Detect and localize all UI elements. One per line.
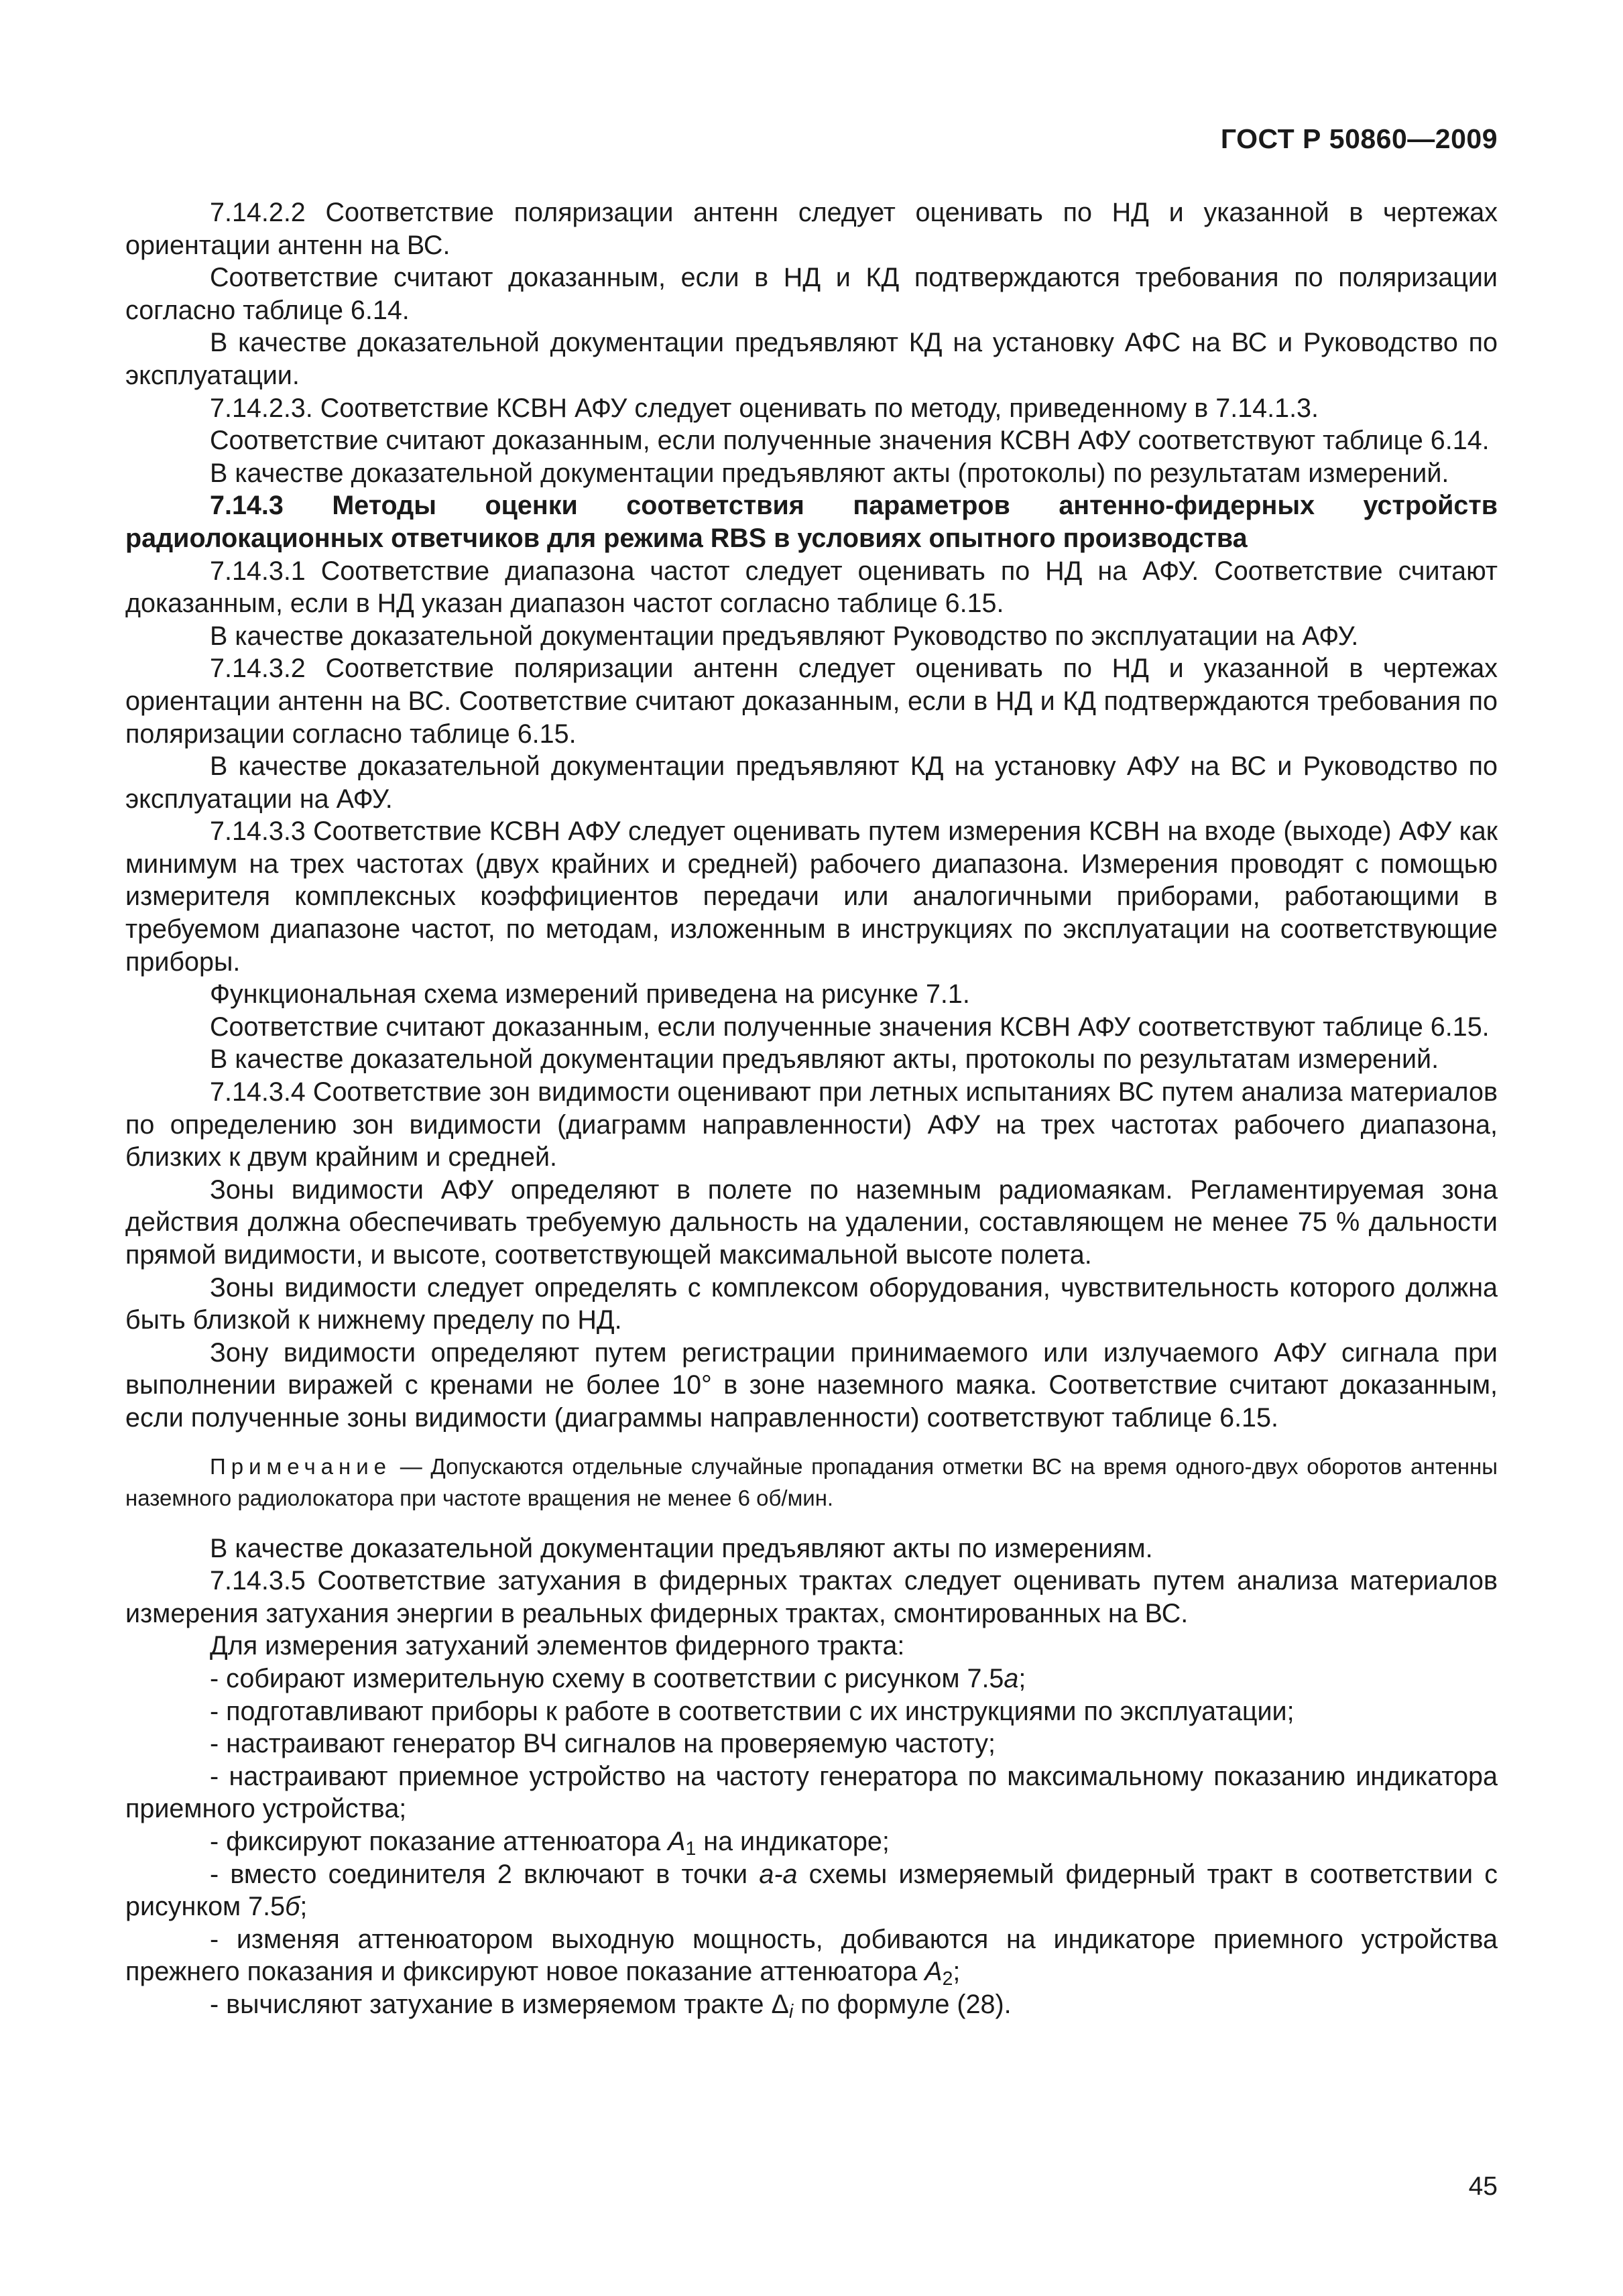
procedure-step: - настраивают генератор ВЧ сигналов на проверяемую частоту;	[210, 1729, 996, 1759]
section-heading: 7.14.3 Методы оценки соответствия параметров антенно-фидерных устройств радиолокационных ответчиков для режима RBS в условиях опытного производства	[125, 491, 1498, 553]
paragraph: Соответствие считают доказанным, если полученные значения КСВН АФУ соответствуют таблице 6.14.	[210, 426, 1490, 456]
note	[125, 1451, 1498, 1514]
procedure-step: - изменяя аттенюатором выходную мощность, добиваются на индикаторе приемного устройства прежнего показания и фиксируют новое показание аттенюатора $A_2$;	[125, 1924, 1498, 1990]
paragraph: Зоны видимости АФУ определяют в полете по наземным радиомаякам. Регламентируемая зона действия должна обеспечивать требуемую дальность на удалении, составляющем не менее 75 % дальности прямой видимости, и высоте, соответствующей максимальной высоте полета.	[125, 1174, 1498, 1270]
procedure-step: - настраивают приемное устройство на частоту генератора по максимальному показанию индикатора приемного устройства;	[125, 1761, 1498, 1824]
document-body	[125, 196, 1498, 2020]
page-number: 45	[1468, 2172, 1498, 2201]
paragraph: В качестве доказательной документации предъявляют акты (протоколы) по результатам измерений.	[210, 458, 1449, 488]
procedure-step: - вычисляют затухание в измеряемом тракте $\Delta_i$ по формуле (28).	[210, 1989, 1012, 2022]
paragraph: Зоны видимости следует определять с комплексом оборудования, чувствительность которого должна быть близкой к нижнему пределу по НД.	[125, 1272, 1498, 1335]
paragraph: 7.14.3.3 Соответствие КСВН АФУ следует оценивать путем измерения КСВН на входе (выходе) АФУ как минимум на трех частотах (двух крайних и средней) рабочего диапазона. Измерения проводят с помощью измерителя комплексных коэффициентов передачи или аналогичными приборами, работающими в требуемом диапазоне частот, по методам, изложенным в инструкциях по эксплуатации на соответствующие приборы.	[125, 817, 1498, 977]
paragraph: Зону видимости определяют путем регистрации принимаемого или излучаемого АФУ сигнала при выполнении виражей с кренами не более 10° в зоне наземного маяка. Соответствие считают доказанным, если полученные зоны видимости (диаграммы направленности) соответствуют таблице 6.15.	[125, 1337, 1498, 1433]
paragraph: В качестве доказательной документации предъявляют КД на установку АФС на ВС и Руководство по эксплуатации.	[125, 328, 1498, 390]
paragraph: В качестве доказательной документации предъявляют КД на установку АФУ на ВС и Руководство по эксплуатации на АФУ.	[125, 751, 1498, 814]
procedure-step: - подготавливают приборы к работе в соответствии с их инструкциями по эксплуатации;	[210, 1696, 1295, 1726]
paragraph: Соответствие считают доказанным, если полученные значения КСВН АФУ соответствуют таблице 6.15.	[210, 1012, 1490, 1042]
paragraph: Функциональная схема измерений приведена на рисунке 7.1.	[210, 979, 970, 1010]
procedure-step: - вместо соединителя 2 включают в точки а-а схемы измеряемый фидерный тракт в соответствии с рисунком 7.5б;	[125, 1859, 1498, 1922]
note-text: — Допускаются отдельные случайные пропадания отметки ВС на время одного-двух оборотов антенны наземного радиолокатора при частоте вращения не менее 6 об/мин.	[125, 1453, 1498, 1510]
paragraph: 7.14.3.2 Соответствие поляризации антенн следует оценивать по НД и указанной в чертежах ориентации антенн на ВС. Соответствие считают доказанным, если в НД и КД подтверждаются требования по поляризации согласно таблице 6.15.	[125, 654, 1498, 749]
note-label: Примечание	[210, 1453, 392, 1479]
variable-delta: Δ	[771, 1989, 789, 2019]
paragraph: В качестве доказательной документации предъявляют Руководство по эксплуатации на АФУ.	[210, 621, 1359, 651]
document-header-standard-id: ГОСТ Р 50860—2009	[1220, 123, 1498, 154]
paragraph: 7.14.3.4 Соответствие зон видимости оценивают при летных испытаниях ВС путем анализа материалов по определению зон видимости (диаграмм направленности) АФУ на трех частотах рабочего диапазона, близких к двум крайним и средней.	[125, 1077, 1498, 1172]
paragraph: 7.14.3.1 Соответствие диапазона частот следует оценивать по НД на АФУ. Соответствие считают доказанным, если в НД указан диапазон частот согласно таблице 6.15.	[125, 556, 1498, 619]
paragraph: В качестве доказательной документации предъявляют акты по измерениям.	[210, 1533, 1153, 1563]
variable-a2: A	[924, 1957, 943, 1987]
paragraph: 7.14.2.2 Соответствие поляризации антенн следует оценивать по НД и указанной в чертежах ориентации антенн на ВС.	[125, 198, 1498, 260]
paragraph: 7.14.3.5 Соответствие затухания в фидерных трактах следует оценивать путем анализа материалов измерения затухания энергии в реальных фидерных трактах, смонтированных на ВС.	[125, 1566, 1498, 1628]
procedure-step: - собирают измерительную схему в соответствии с рисунком 7.5а;	[210, 1663, 1026, 1693]
paragraph: В качестве доказательной документации предъявляют акты, протоколы по результатам измерений.	[210, 1044, 1439, 1075]
paragraph: Для измерения затуханий элементов фидерного тракта:	[210, 1631, 905, 1661]
variable-a1: A	[668, 1826, 686, 1856]
procedure-step: - фиксируют показание аттенюатора $A_1$ на индикаторе;	[210, 1826, 890, 1860]
paragraph: Соответствие считают доказанным, если в НД и КД подтверждаются требования по поляризации согласно таблице 6.14.	[125, 263, 1498, 325]
paragraph: 7.14.2.3. Соответствие КСВН АФУ следует оценивать по методу, приведенному в 7.14.1.3.	[210, 393, 1319, 423]
